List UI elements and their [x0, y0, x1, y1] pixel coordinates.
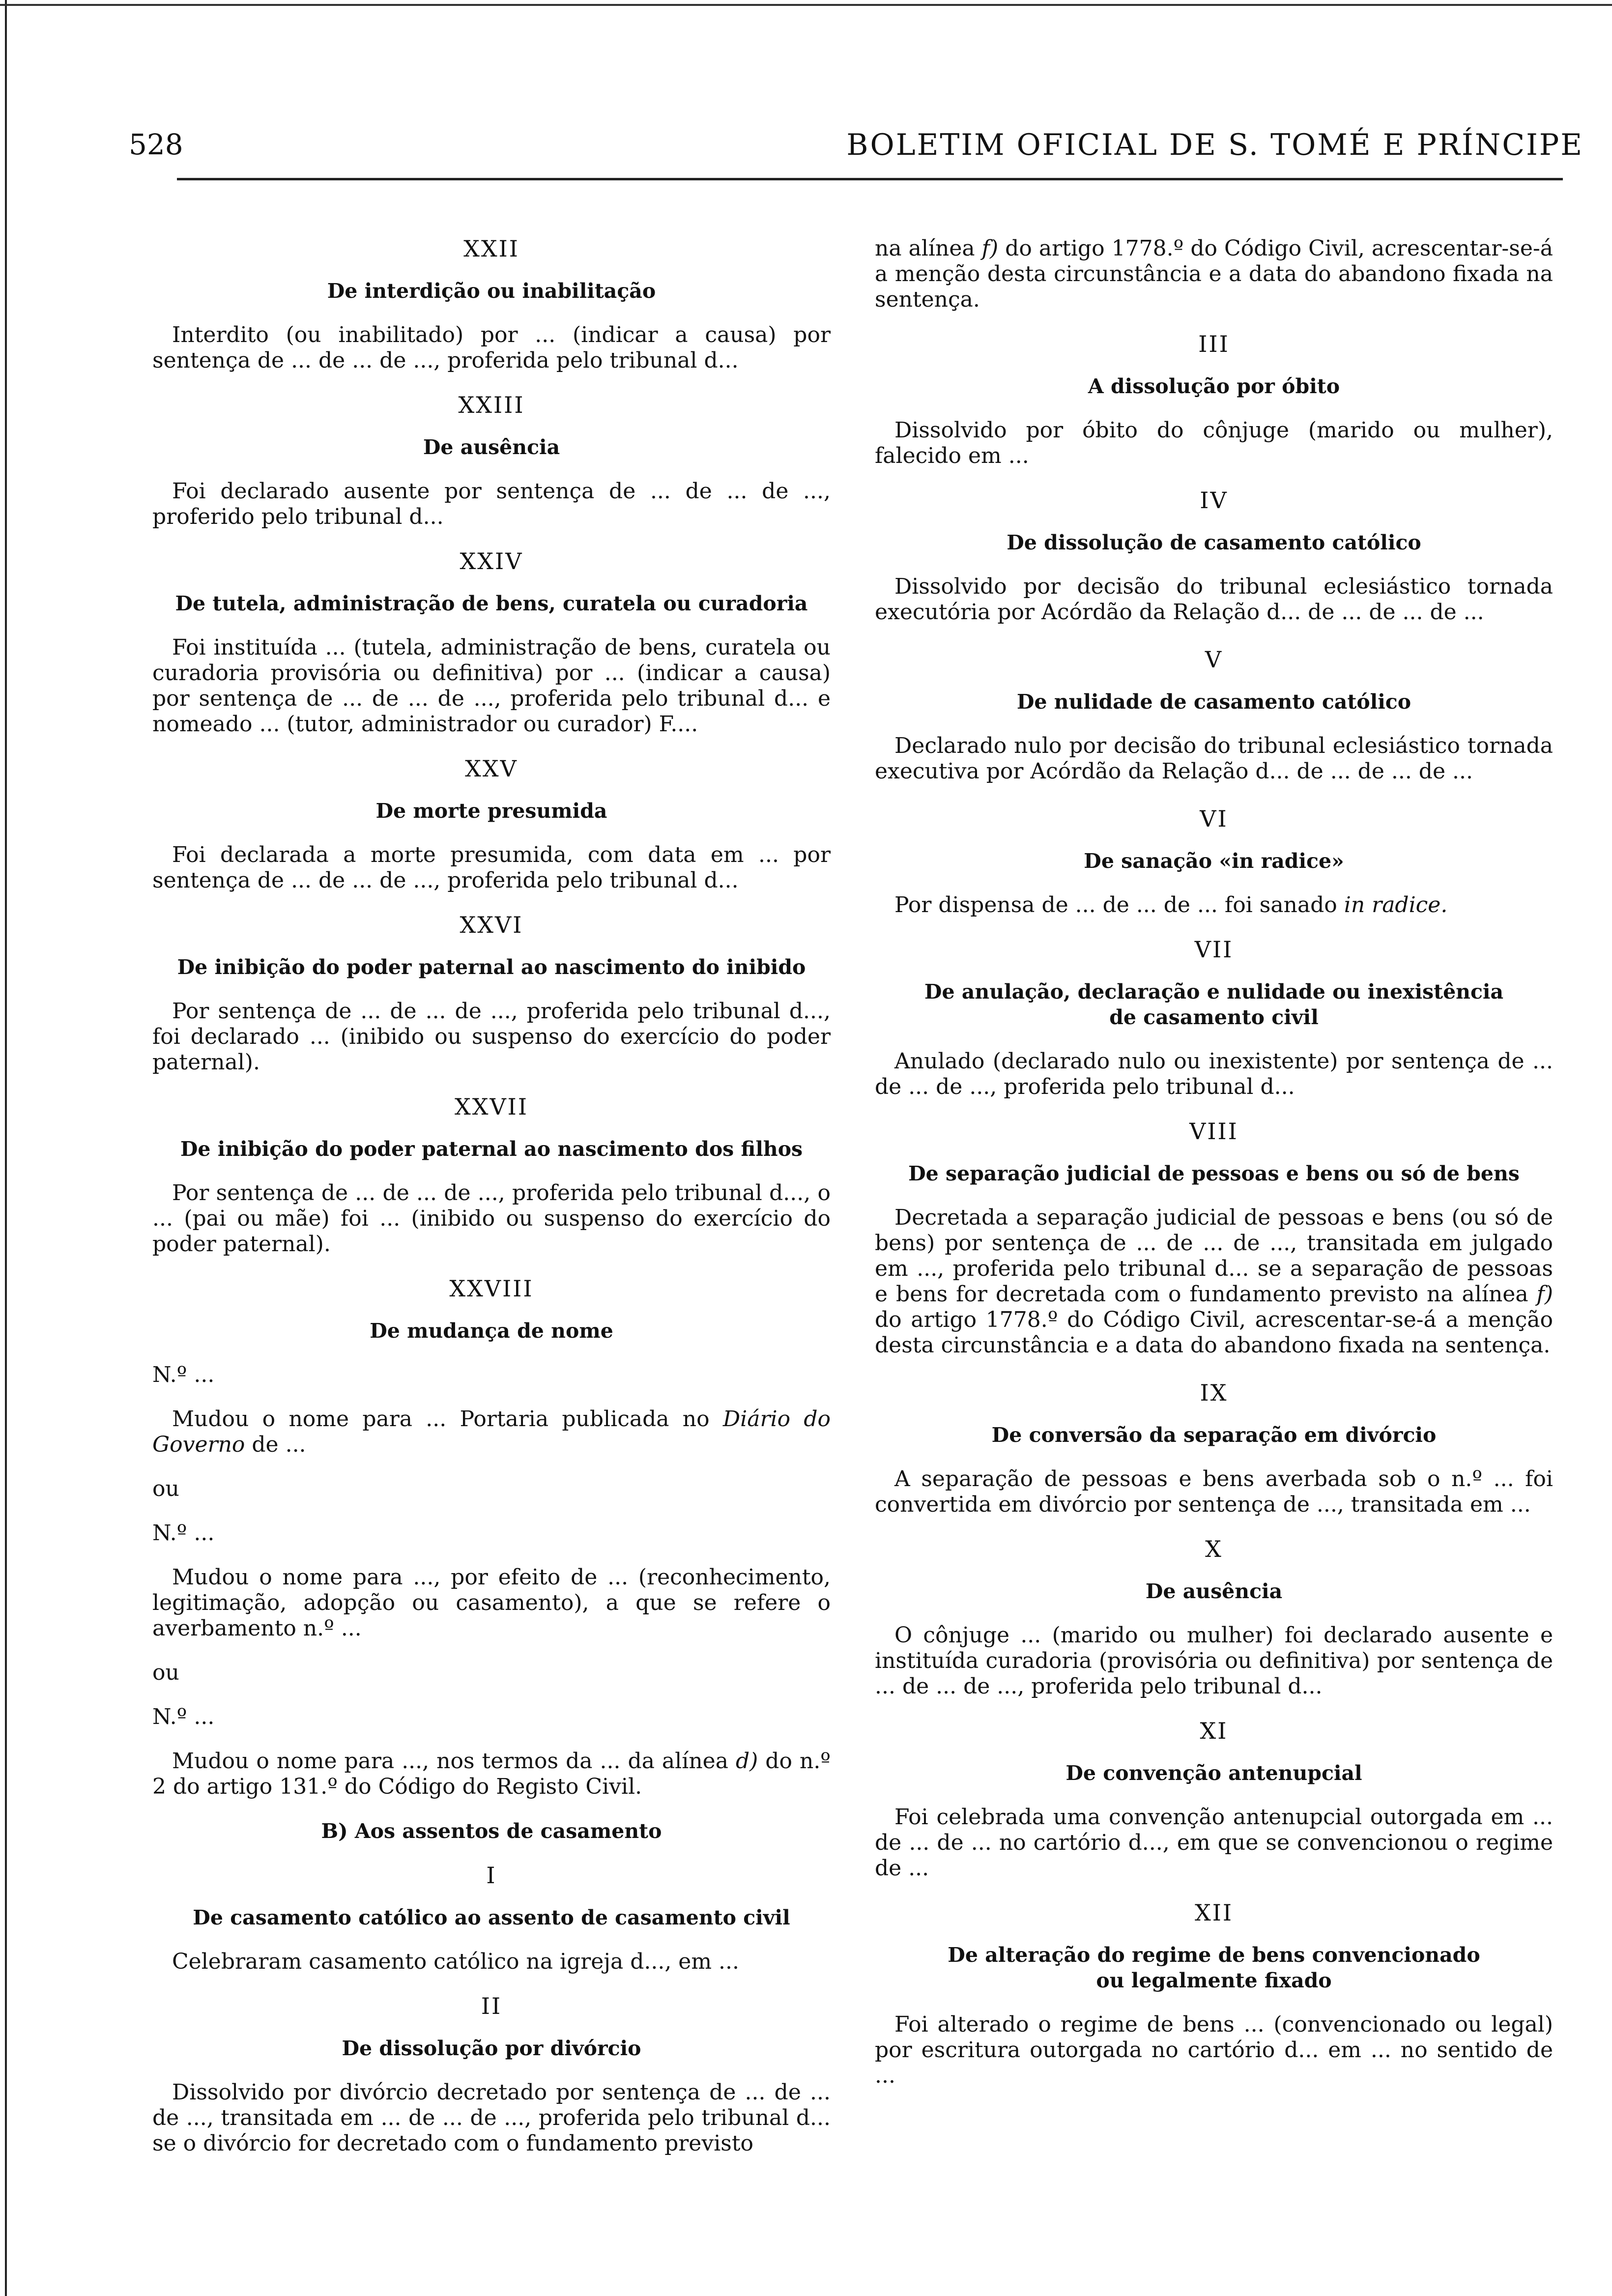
section-title: De ausência — [1145, 1579, 1283, 1603]
section-text: Foi declarado ausente por sentença de ... de ... de ..., proferido pelo tribunal d... — [152, 479, 831, 529]
section-b-xi — [875, 1718, 1553, 1881]
section-text: Dissolvido por decisão do tribunal eclesiástico tornada executória por Acórdão da Relação d... de ... de ... de ... — [875, 574, 1553, 625]
section-number: XXII — [463, 235, 519, 262]
section-xxviii — [152, 1276, 831, 1800]
section-text: Anulado (declarado nulo ou inexistente) por sentença de ... de ... de ..., proferida pelo tribunal d... — [875, 1049, 1553, 1099]
page-edge-top — [0, 4, 1612, 6]
section-b-ix — [875, 1380, 1553, 1518]
section-number: XI — [1200, 1718, 1228, 1744]
text-part: Decretada a separação judicial de pessoas e bens (ou só de bens) por sentença de ... de ... de ..., transitada em julgado em ..., proferida pelo tribunal d... se a separação de pessoas e bens for decretada com o fundamento previsto na alínea — [875, 1205, 1553, 1307]
section-title: De casamento católico ao assento de casamento civil — [193, 1906, 790, 1929]
section-number: XXVI — [460, 912, 523, 938]
section-number: IV — [1200, 487, 1228, 514]
publication-name: Diário do Governo — [152, 1406, 831, 1457]
entry-number: N.º ... — [152, 1704, 215, 1729]
section-title: De mudança de nome — [370, 1319, 613, 1343]
section-number: XII — [1194, 1899, 1234, 1926]
section-xxvii — [152, 1094, 831, 1257]
section-text: Por sentença de ... de ... de ..., proferida pelo tribunal d..., o ... (pai ou mãe) foi ... (inibido ou suspenso do exercício do poder paternal). — [152, 1180, 831, 1257]
section-b-v — [875, 647, 1553, 784]
section-text: Dissolvido por divórcio decretado por sentença de ... de ... de ..., transitada em ... de ... de ..., proferida pelo tribunal d... se o divórcio for decretado com o fundamento previsto — [152, 2080, 831, 2156]
section-text — [875, 892, 1553, 918]
text-part: do artigo 1778.º do Código Civil, acrescentar-se-á a menção desta circunstância e a data do abandono fixada na sentença. — [875, 1307, 1553, 1358]
text-part: do artigo 1778.º do Código Civil, acrescentar-se-á a menção desta circunstância e a data do abandono fixada na sentença. — [875, 236, 1554, 312]
section-title: De inibição do poder paternal ao nascimento do inibido — [177, 955, 806, 979]
section-xxii — [152, 236, 831, 373]
section-number: VI — [1200, 805, 1228, 832]
section-text: Foi instituída ... (tutela, administração de bens, curatela ou curadoria provisória ou definitiva) por ... (indicar a causa) por sentença de ... de ... de ..., proferida pelo tribunal d... e nomeado ... (tutor, administrador ou curador) F.... — [152, 635, 831, 737]
section-title: De dissolução por divórcio — [342, 2037, 641, 2060]
section-number: X — [1205, 1536, 1223, 1562]
text-italic: d) — [735, 1749, 758, 1774]
title-line: de casamento civil — [1109, 1005, 1319, 1029]
section-text: Foi declarada a morte presumida, com data em ... por sentença de ... de ... de ..., proferida pelo tribunal d... — [152, 842, 831, 893]
section-number: XXIV — [460, 548, 523, 574]
section-title: De inibição do poder paternal ao nascimento dos filhos — [180, 1137, 803, 1161]
section-text-continued — [875, 236, 1553, 313]
section-text: Declarado nulo por decisão do tribunal eclesiástico tornada executiva por Acórdão da Relação d... de ... de ... de ... — [875, 733, 1553, 784]
or-separator: ou — [152, 1660, 179, 1685]
section-number: V — [1205, 646, 1223, 673]
section-text: Foi celebrada uma convenção antenupcial outorgada em ... de ... de ... no cartório d..., em que se convencionou o regime de ... — [875, 1805, 1553, 1881]
text-italic: in radice. — [1344, 892, 1448, 918]
or-separator: ou — [152, 1476, 179, 1501]
section-text — [152, 1749, 831, 1800]
section-text: Por sentença de ... de ... de ..., proferida pelo tribunal d..., foi declarado ... (inibido ou suspenso do exercício do poder paternal). — [152, 999, 831, 1075]
section-text: Dissolvido por óbito do cônjuge (marido ou mulher), falecido em ... — [875, 418, 1553, 468]
section-b-ii — [152, 1993, 831, 2156]
section-title: De ausência — [423, 435, 560, 459]
section-number: XXVIII — [449, 1275, 534, 1302]
section-text: O cônjuge ... (marido ou mulher) foi declarado ausente e instituída curadoria (provisória ou definitiva) por sentença de ... de ... de ..., proferida pelo tribunal d... — [875, 1623, 1553, 1699]
section-text: Mudou o nome para ..., por efeito de ... (reconhecimento, legitimação, adopção ou casamento), a que se refere o averbamento n.º ... — [152, 1565, 831, 1641]
left-column — [152, 236, 831, 2175]
section-number: VIII — [1189, 1118, 1238, 1145]
section-text: Interdito (ou inabilitado) por ... (indicar a causa) por sentença de ... de ... de ..., proferida pelo tribunal d... — [152, 322, 831, 373]
section-text: Foi alterado o regime de bens ... (convencionado ou legal) por escritura outorgada no cartório d... em ... no sentido de ... — [875, 2012, 1553, 2088]
text-part: de ... — [245, 1432, 306, 1457]
section-number: IX — [1200, 1379, 1228, 1406]
section-xxvi — [152, 912, 831, 1075]
section-number: XXIII — [458, 392, 525, 418]
section-b-iii — [875, 331, 1553, 469]
section-title: De convenção antenupcial — [1065, 1761, 1362, 1785]
section-b-xii — [875, 1900, 1553, 2089]
section-title: De morte presumida — [375, 799, 607, 823]
section-title: De conversão da separação em divórcio — [991, 1423, 1437, 1447]
section-b-vii — [875, 937, 1553, 1100]
entry-number: N.º ... — [152, 1362, 215, 1387]
section-b-i — [152, 1863, 831, 1975]
section-b-x — [875, 1536, 1553, 1699]
section-b-viii — [875, 1119, 1553, 1358]
text-italic: f) — [981, 236, 999, 261]
section-title: De nulidade de casamento católico — [1016, 690, 1411, 714]
part-heading: B) Aos assentos de casamento — [321, 1819, 662, 1843]
page-number: 528 — [129, 128, 183, 161]
text-part: Por dispensa de ... de ... de ... foi sanado — [894, 892, 1344, 918]
right-column — [875, 236, 1553, 2107]
text-italic: f) — [1536, 1282, 1553, 1307]
section-xxiv — [152, 548, 831, 737]
section-xxiii — [152, 392, 831, 530]
page-edge-left — [5, 0, 7, 2296]
section-number: XXV — [465, 755, 518, 782]
section-title: De sanação «in radice» — [1084, 849, 1344, 873]
section-title — [875, 1942, 1553, 1993]
title-line: De alteração do regime de bens convencionado — [948, 1943, 1480, 1967]
text-part: Mudou o nome para ... Portaria publicada no — [172, 1406, 723, 1432]
journal-title: BOLETIM OFICIAL DE S. TOMÉ E PRÍNCIPE — [846, 128, 1583, 162]
section-number: III — [1198, 331, 1230, 357]
section-text: A separação de pessoas e bens averbada sob o n.º ... foi convertida em divórcio por sentença de ..., transitada em ... — [875, 1466, 1553, 1517]
section-number: XXVII — [454, 1093, 529, 1120]
section-b-vi — [875, 806, 1553, 918]
section-b-iv — [875, 488, 1553, 625]
section-number: VII — [1194, 936, 1234, 963]
section-title: De dissolução de casamento católico — [1007, 531, 1421, 554]
section-number: I — [486, 1862, 497, 1889]
section-number: II — [481, 1993, 502, 2019]
header-rule — [177, 178, 1563, 180]
section-title: De tutela, administração de bens, curatela ou curadoria — [175, 592, 808, 615]
section-text: Celebraram casamento católico na igreja d..., em ... — [172, 1949, 740, 1974]
entry-number: N.º ... — [152, 1521, 215, 1546]
section-xxv — [152, 756, 831, 893]
page-header — [129, 123, 1583, 167]
text-part: na alínea — [875, 236, 982, 261]
title-line: De anulação, declaração e nulidade ou inexistência — [924, 980, 1504, 1004]
text-part: do n.º 2 do artigo 131.º do Código do Registo Civil. — [152, 1749, 831, 1799]
section-title: De separação judicial de pessoas e bens ou só de bens — [908, 1162, 1520, 1185]
text-part: Mudou o nome para ..., nos termos da ... da alínea — [172, 1749, 736, 1774]
section-text — [875, 1205, 1553, 1358]
section-text — [152, 1406, 831, 1458]
title-line: ou legalmente fixado — [1096, 1969, 1332, 1992]
section-title: De interdição ou inabilitação — [327, 279, 656, 303]
section-title — [875, 979, 1553, 1030]
section-title: A dissolução por óbito — [1088, 374, 1340, 398]
